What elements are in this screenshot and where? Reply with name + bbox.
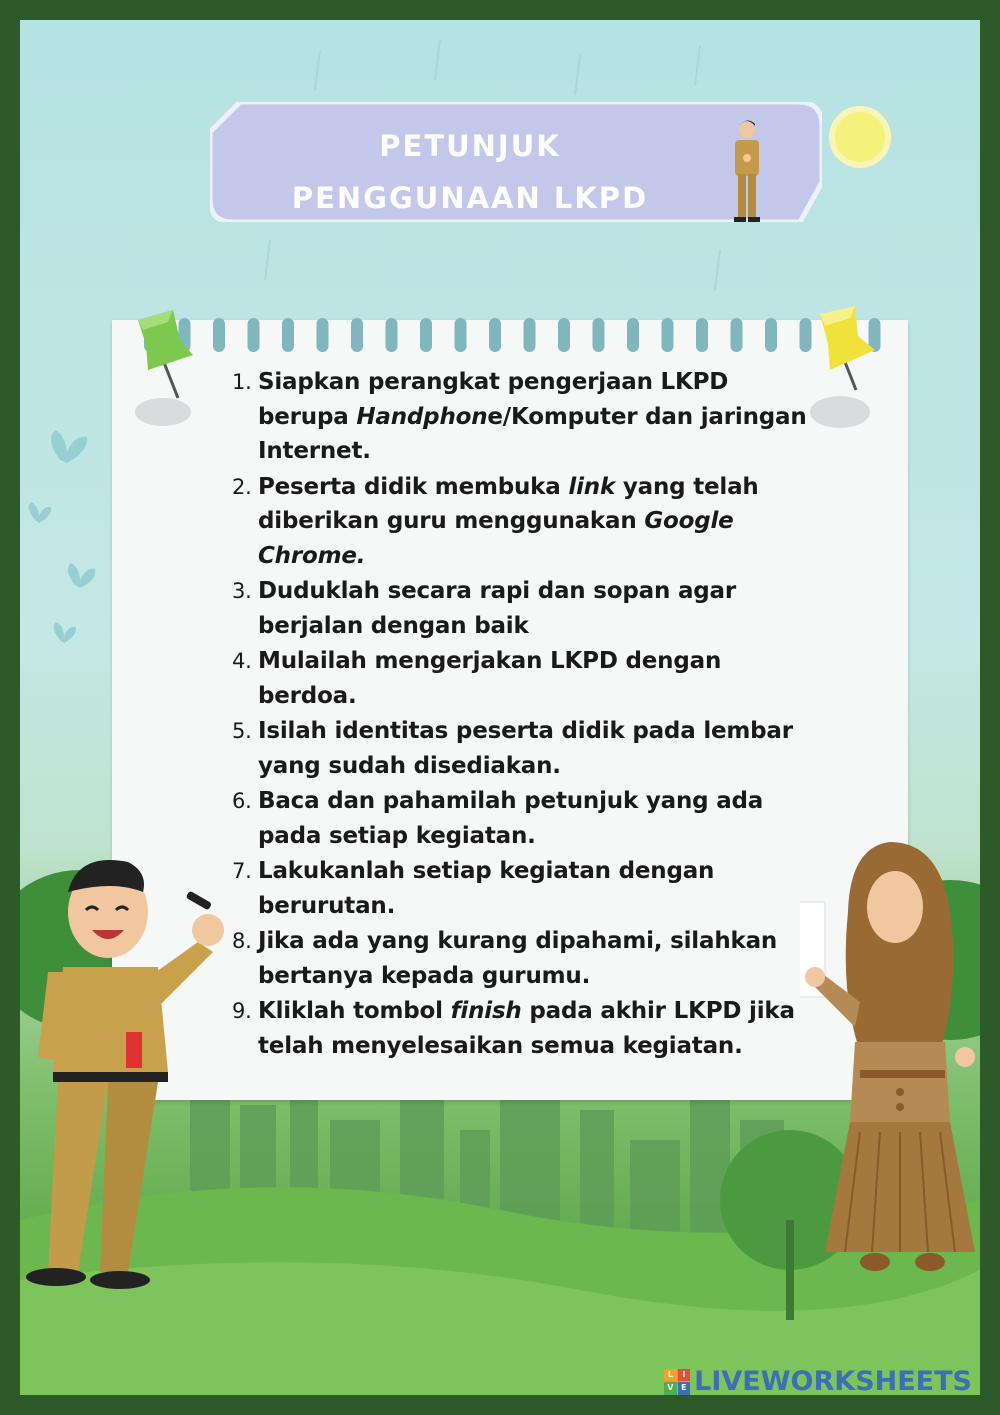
binding-hole <box>213 318 225 352</box>
binding-hole <box>765 318 777 352</box>
instruction-item-7 <box>232 854 812 923</box>
binding-hole <box>696 318 708 352</box>
instruction-text-italic: link <box>568 473 616 500</box>
instruction-number: 9. <box>232 999 252 1023</box>
instruction-text: Lakukanlah setiap kegiatan dengan berurutan. <box>258 858 715 919</box>
instruction-text: Baca dan pahamilah petunjuk yang ada pada setiap kegiatan. <box>258 788 764 849</box>
instruction-text-italic: Handphon <box>356 403 488 430</box>
instruction-item-3 <box>232 574 812 643</box>
instruction-number: 3. <box>232 579 252 603</box>
instruction-item-6 <box>232 784 812 853</box>
green-pushpin-icon <box>118 300 208 440</box>
instruction-item-8 <box>232 924 812 993</box>
instruction-text-italic: Google Chrome. <box>258 508 734 569</box>
instruction-item-9 <box>232 994 812 1063</box>
title-line-1: PETUNJUK <box>379 129 561 163</box>
binding-hole <box>455 318 467 352</box>
binding-hole <box>420 318 432 352</box>
instruction-item-1 <box>232 365 812 469</box>
instruction-item-2 <box>232 470 812 574</box>
binding-hole <box>731 318 743 352</box>
instruction-number: 4. <box>232 649 252 673</box>
watermark-text: LIVEWORKSHEETS <box>694 1366 972 1397</box>
butterflies <box>29 430 95 643</box>
instruction-text: pada akhir LKPD jika telah menyelesaikan semua kegiatan. <box>258 998 795 1059</box>
instruction-list <box>232 365 812 1064</box>
instruction-number: 8. <box>232 929 252 953</box>
instruction-text: Jika ada yang kurang dipahami, silahkan bertanya kepada gurumu. <box>258 928 778 989</box>
instruction-text-italic: finish <box>450 998 522 1024</box>
binding-hole <box>593 318 605 352</box>
instruction-text: e/Komputer dan jaringan Internet. <box>258 403 807 464</box>
instruction-number: 5. <box>232 719 252 743</box>
binding-hole <box>524 318 536 352</box>
instruction-text: yang telah diberikan guru menggunakan <box>258 473 759 534</box>
instruction-text: Kliklah tombol <box>258 998 451 1024</box>
liveworksheets-watermark <box>664 1366 972 1397</box>
instruction-text: Isilah identitas peserta didik pada lembar yang sudah disediakan. <box>258 718 793 779</box>
female-teacher-illustration <box>800 832 980 1292</box>
binding-hole <box>627 318 639 352</box>
binding-hole <box>386 318 398 352</box>
binding-hole <box>662 318 674 352</box>
binding-hole <box>282 318 294 352</box>
male-teacher-illustration <box>8 852 258 1292</box>
instruction-text: Mulailah mengerjakan LKPD dengan berdoa. <box>258 648 722 709</box>
binding-hole <box>351 318 363 352</box>
instruction-number: 1. <box>232 370 252 394</box>
standing-teacher-figure <box>722 118 772 226</box>
title-line-2: PENGGUNAAN LKPD <box>291 181 649 215</box>
binding-hole <box>248 318 260 352</box>
instruction-text: Siapkan perangkat pengerjaan LKPD berupa <box>258 369 729 430</box>
binding-hole <box>489 318 501 352</box>
paper-binding-holes <box>112 290 908 360</box>
instruction-text: Peserta didik membuka <box>258 473 569 500</box>
binding-hole <box>317 318 329 352</box>
instruction-number: 6. <box>232 789 252 813</box>
page-title <box>210 120 730 224</box>
instruction-item-4 <box>232 644 812 713</box>
instruction-number: 7. <box>232 859 252 883</box>
instruction-number: 2. <box>232 474 252 499</box>
instruction-item-5 <box>232 714 812 783</box>
binding-hole <box>558 318 570 352</box>
liveworksheets-logo-icon: L I V E <box>664 1369 690 1395</box>
sun <box>832 109 888 165</box>
instruction-text: Duduklah secara rapi dan sopan agar berjalan dengan baik <box>258 578 736 639</box>
